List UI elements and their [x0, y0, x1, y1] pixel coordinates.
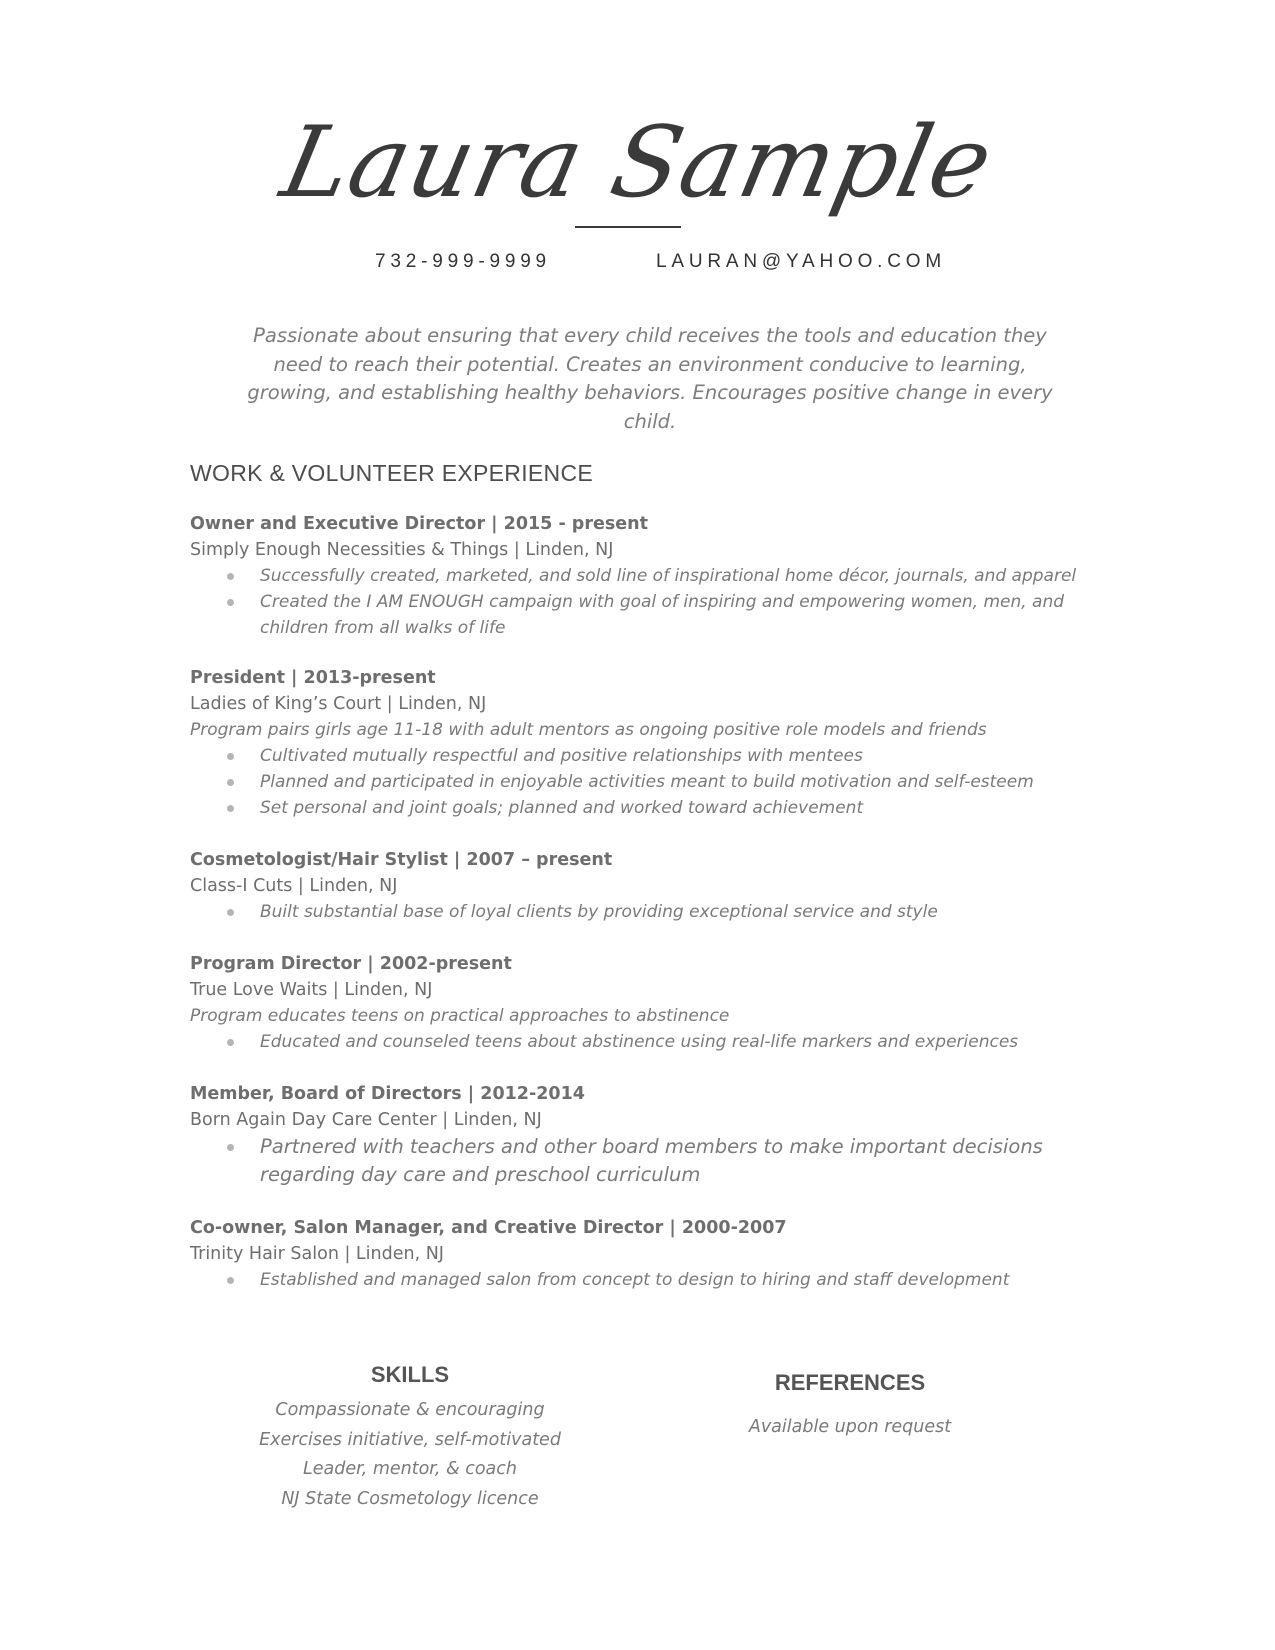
email-address: LAURAN@YAHOO.COM [656, 251, 946, 272]
job-bullets [190, 743, 1090, 821]
job-organization: Class-I Cuts | Linden, NJ [190, 876, 398, 896]
skills-list [220, 1396, 600, 1514]
bullet-item: Educated and counseled teens about abstinence using real-life markers and experiences [260, 1029, 1090, 1055]
bullet-item: Cultivated mutually respectful and positive relationships with mentees [260, 743, 1090, 769]
skill-item: Leader, mentor, & coach [303, 1459, 517, 1479]
job-bullets [190, 1267, 1090, 1293]
experience-entry [190, 951, 1090, 1055]
experience-entry [190, 847, 1090, 925]
skill-item: NJ State Cosmetology licence [281, 1488, 539, 1509]
job-title: Co-owner, Salon Manager, and Creative Director | 2000-2007 [190, 1218, 787, 1238]
experience-entry [190, 511, 1090, 641]
bullet-item: Partnered with teachers and other board members to make important decisions regarding day care and preschool curriculum [260, 1133, 1090, 1189]
bullet-item: Established and managed salon from concept to design to hiring and staff development [260, 1267, 1090, 1293]
job-organization: Born Again Day Care Center | Linden, NJ [190, 1110, 542, 1130]
skill-item: Exercises initiative, self-motivated [259, 1429, 561, 1450]
bullet-item: Set personal and joint goals; planned and worked toward achievement [260, 795, 1090, 821]
bullet-item: Created the I AM ENOUGH campaign with goal of inspiring and empowering women, men, and children from all walks of life [260, 589, 1090, 641]
bullet-item: Successfully created, marketed, and sold line of inspirational home décor, journals, and apparel [260, 563, 1090, 589]
job-title: Cosmetologist/Hair Stylist | 2007 – present [190, 850, 613, 870]
profile-summary: Passionate about ensuring that every child receives the tools and education they need to reach their potential. Creates an environment conducive to learning, growing, and establishing healthy behaviors. Encourages positive change in every child. [247, 324, 1053, 433]
job-title: Member, Board of Directors | 2012-2014 [190, 1084, 585, 1104]
job-title: Owner and Executive Director | 2015 - present [190, 514, 648, 534]
phone-number: 732-999-9999 [375, 251, 551, 272]
references-heading: REFERENCES [774, 1370, 926, 1395]
job-title: Program Director | 2002-present [190, 954, 512, 974]
bullet-item: Built substantial base of loyal clients by providing exceptional service and style [260, 899, 1090, 925]
job-bullets [190, 1029, 1090, 1055]
experience-list [190, 511, 1090, 1319]
job-organization: Simply Enough Necessities & Things | Linden, NJ [190, 540, 614, 560]
experience-heading: WORK & VOLUNTEER EXPERIENCE [190, 460, 594, 486]
experience-entry [190, 1081, 1090, 1189]
experience-entry [190, 1215, 1090, 1293]
experience-entry [190, 665, 1090, 821]
job-description: Program educates teens on practical approaches to abstinence [190, 1006, 730, 1026]
job-bullets [190, 1133, 1090, 1189]
bullet-item: Planned and participated in enjoyable activities meant to build motivation and self-esteem [260, 769, 1090, 795]
job-organization: Trinity Hair Salon | Linden, NJ [190, 1244, 444, 1264]
applicant-name: Laura Sample [272, 106, 1003, 220]
skills-heading: SKILLS [370, 1362, 450, 1387]
job-organization: True Love Waits | Linden, NJ [190, 980, 433, 1000]
job-bullets [190, 899, 1090, 925]
skill-item: Compassionate & encouraging [275, 1400, 545, 1420]
references-text: Available upon request [748, 1417, 952, 1437]
job-description: Program pairs girls age 11-18 with adult mentors as ongoing positive role models and friends [190, 720, 987, 740]
job-title: President | 2013-present [190, 668, 436, 688]
job-organization: Ladies of King’s Court | Linden, NJ [190, 694, 487, 714]
name-divider [575, 226, 681, 228]
job-bullets [190, 563, 1090, 641]
